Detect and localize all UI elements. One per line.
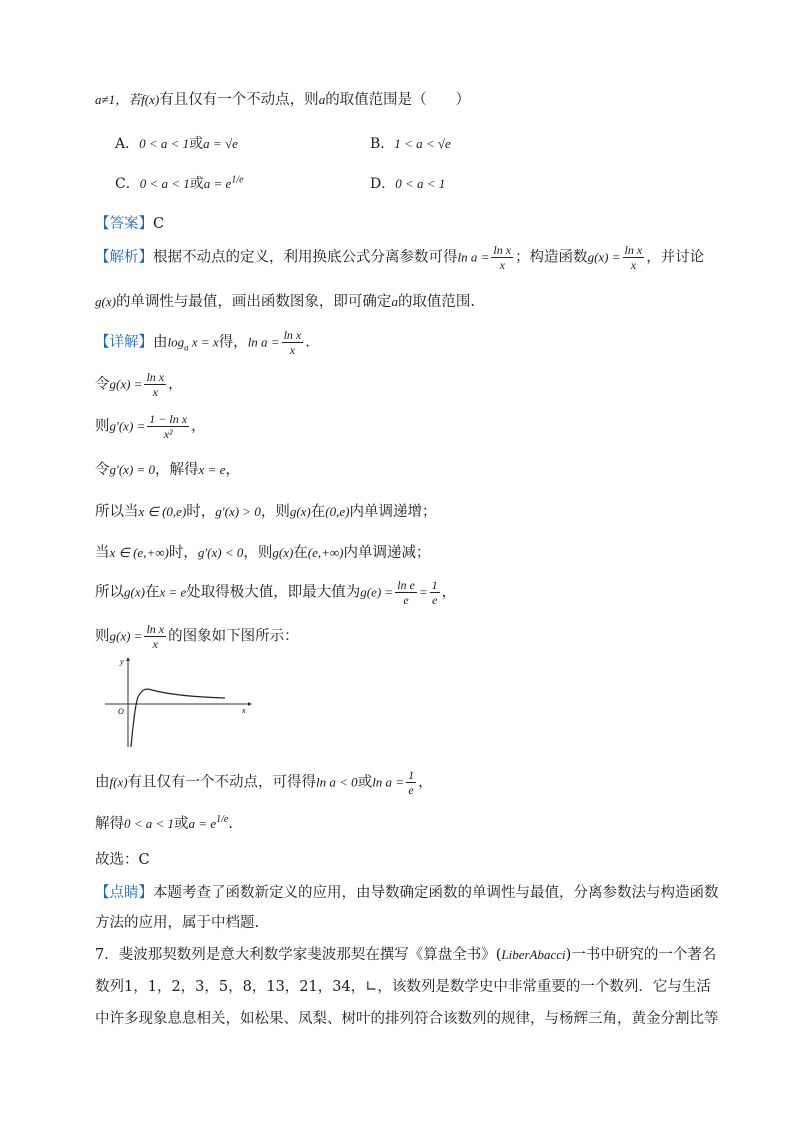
option-b: [370, 133, 451, 153]
detail-text: 得，: [218, 334, 248, 351]
detail-text: 处取得极大值，即最大值为: [186, 584, 361, 601]
detail-text: 由: [95, 774, 110, 791]
frac-numerator: ln x: [283, 328, 302, 342]
function-graph: [100, 655, 255, 750]
detail-text: 则: [95, 418, 110, 435]
analysis-eq2: g(x) =: [587, 249, 621, 265]
detail-eq: 0 < a < 1: [124, 816, 175, 831]
detail-line-11: [95, 848, 150, 869]
detail-text: 在: [310, 504, 326, 520]
detail-punct: .: [228, 816, 233, 832]
analysis-frac-2: [623, 243, 645, 272]
detail-eq: g′(x) =: [109, 418, 146, 434]
detail-eq: g(x): [289, 504, 311, 519]
detail-eq: x = x: [188, 334, 219, 350]
option-d: [370, 173, 445, 193]
detail-text: 由: [153, 334, 168, 351]
x-axis-label: x: [242, 706, 246, 715]
q7-text-3: 中许多现象息息相关，如松果、凤梨、树叶的排列符合该数列的规律，与杨辉三角，黄金分割比等: [95, 1011, 719, 1027]
q7-text-1b: )一书中研究的一个著名: [565, 947, 717, 963]
detail-eq: g(x): [124, 584, 145, 600]
stem-a: a: [318, 92, 326, 107]
frac-numerator: ln e: [397, 578, 415, 592]
frac-denominator: e: [403, 593, 409, 607]
frac-denominator: x: [499, 258, 505, 272]
detail-text: 令: [95, 462, 110, 478]
q7-book-title: LiberAbacci: [501, 947, 566, 962]
stem-condition: a≠1，若: [95, 92, 142, 107]
x-axis-arrow-icon: [248, 702, 252, 706]
option-a-or: 或: [189, 136, 204, 152]
detail-text: ，则: [243, 545, 273, 561]
detail-eq: a = e: [188, 816, 217, 831]
detail-eq: (0,e): [325, 504, 350, 519]
frac-numerator: ln x: [146, 370, 165, 384]
detail-punct: ，: [191, 418, 206, 435]
analysis-gx: g(x): [95, 294, 116, 309]
detail-line-4: [95, 458, 240, 479]
detail-line-6: [95, 541, 431, 562]
option-b-range: 1 < a < √e: [394, 136, 451, 151]
detail-eq: f(x): [109, 774, 128, 790]
analysis-line-1: [95, 243, 704, 272]
analysis-a: a: [391, 294, 398, 309]
detail-punct: ，: [225, 462, 240, 478]
detail-text: 或: [357, 774, 373, 791]
detail-eq: g′(x) < 0: [197, 545, 244, 560]
analysis-text-3: ，并讨论: [646, 249, 705, 266]
detail-eq: ln a < 0: [316, 774, 358, 790]
detail-line-8: [95, 622, 299, 651]
detail-eq: g′(x) = 0: [109, 462, 156, 477]
analysis-text: 根据不动点的定义，利用换底公式分离参数可得: [153, 249, 458, 266]
option-d-range: 0 < a < 1: [395, 176, 446, 191]
detail-text: 或: [174, 816, 189, 832]
detail-eq: x = e: [159, 584, 187, 600]
detail-text: 则: [95, 628, 110, 645]
detail-frac: [395, 578, 417, 607]
detail-punct: ，: [441, 584, 457, 601]
detail-line-9: [95, 768, 433, 797]
y-axis-arrow-icon: [126, 657, 130, 661]
stem-text: 有且仅有一个不动点，则: [159, 92, 319, 108]
q7-line-1: [95, 943, 716, 964]
stem-fx: f(x): [141, 92, 160, 107]
detail-eq: g(x) =: [109, 376, 143, 392]
analysis-tag: 【解析】: [95, 249, 153, 266]
stem-text-end: 的取值范围是（ ）: [325, 92, 471, 108]
analysis-text-2: ；构造函数: [515, 249, 588, 266]
detail-eq: x ∈ (e,+∞): [109, 545, 169, 560]
analysis-text-5: 的取值范围.: [397, 294, 476, 310]
detail-text: 内单调递增；: [349, 504, 437, 520]
detail-text: 的图象如下图所示：: [168, 628, 299, 645]
frac-denominator: e: [431, 593, 438, 607]
detail-punct: ，: [168, 376, 183, 393]
analysis-line-2: [95, 290, 475, 311]
analysis-text-4: 的单调性与最值，画出函数图象，即可确定: [115, 294, 392, 310]
detail-frac: [147, 412, 189, 441]
option-a-value: a = √e: [203, 136, 238, 151]
detail-exponent: 1/e: [216, 814, 229, 826]
frac-numerator: 1 − ln x: [149, 412, 188, 426]
option-c-value: a = e: [203, 176, 232, 191]
comment-text-2: 方法的应用，属于中档题.: [95, 915, 260, 931]
q7-text-1a: 7．斐波那契数列是意大利数学家斐波那契在撰写《算盘全书》(: [95, 947, 502, 963]
detail-eq: g(e) =: [360, 584, 394, 600]
comment-line-2: [95, 911, 259, 932]
detail-eq: ln a =: [247, 334, 280, 350]
detail-conclusion: 故选：C: [95, 852, 150, 868]
detail-eq: (e,+∞): [307, 545, 344, 560]
frac-numerator: ln x: [493, 243, 512, 257]
detail-frac: [144, 622, 166, 651]
option-c-exponent: 1/e: [231, 174, 244, 186]
detail-log-base: a: [184, 342, 189, 353]
option-a-label: A．: [115, 136, 140, 152]
option-c: [115, 173, 244, 193]
option-b-label: B．: [370, 136, 395, 152]
detail-frac: [144, 370, 166, 399]
detail-line-7: [95, 578, 456, 607]
answer-value: C: [153, 216, 165, 232]
answer-line: [95, 212, 164, 233]
detail-eq: ln a =: [372, 774, 405, 790]
origin-label: O: [118, 707, 124, 716]
detail-text: 所以当: [95, 504, 139, 520]
option-c-label: C．: [115, 176, 140, 192]
detail-line-10: [95, 812, 233, 833]
frac-denominator: x: [630, 258, 637, 272]
frac-numerator: 1: [431, 578, 438, 592]
option-c-range: 0 < a < 1: [139, 176, 190, 191]
frac-numerator: ln x: [624, 243, 643, 257]
frac-denominator: x: [152, 637, 158, 651]
detail-eq: x = e: [198, 462, 226, 477]
detail-text: 在: [144, 584, 160, 601]
detail-frac: [406, 768, 416, 797]
detail-text: 有且仅有一个不动点，可得得: [127, 774, 317, 791]
y-axis-label: y: [120, 657, 124, 666]
detail-eq: g(x) =: [109, 628, 143, 644]
option-a-range: 0 < a < 1: [139, 136, 190, 151]
detail-line-2: [95, 370, 183, 399]
frac-denominator: x: [289, 343, 296, 357]
curve-gx: [131, 689, 225, 747]
q7-line-2: [95, 975, 711, 996]
frac-denominator: x: [152, 385, 158, 399]
answer-tag: 【答案】: [95, 216, 153, 232]
option-c-or: 或: [189, 176, 204, 192]
detail-text: ，解得: [155, 462, 199, 478]
comment-line-1: [95, 881, 719, 902]
detail-eq: g(x): [272, 545, 294, 560]
detail-eq: =: [418, 584, 428, 600]
q7-line-3: [95, 1007, 719, 1028]
frac-denominator: e: [408, 783, 414, 797]
detail-text: 内单调递减；: [343, 545, 431, 561]
option-d-label: D．: [370, 176, 396, 192]
q7-text-2: 数列1，1，2，3，5，8，13，21，34，∟，该数列是数学史中非常重要的一个数列．它与生活: [95, 979, 711, 995]
frac-numerator: 1: [408, 768, 415, 782]
comment-text-1: 本题考查了函数新定义的应用，由导数确定函数的单调性与最值，分离参数法与构造函数: [153, 885, 719, 901]
detail-line-5: [95, 500, 436, 521]
detail-text: 令: [95, 376, 110, 393]
detail-frac: [282, 328, 304, 357]
detail-text: 解得: [95, 816, 124, 832]
detail-text: 时，: [168, 545, 198, 561]
detail-eq: x ∈ (0,e): [138, 504, 187, 519]
detail-text: 当: [95, 545, 110, 561]
detail-text: 时，: [186, 504, 216, 520]
detail-frac: [430, 578, 440, 607]
comment-tag: 【点睛】: [95, 885, 153, 901]
detail-line-1: [95, 328, 310, 357]
detail-tag: 【详解】: [95, 334, 153, 351]
analysis-frac-1: [491, 243, 513, 272]
detail-punct: ，: [418, 774, 433, 791]
detail-text: 在: [293, 545, 308, 561]
analysis-eq1: ln a =: [457, 249, 490, 265]
question-stem: [95, 88, 470, 109]
option-a: [115, 133, 238, 153]
detail-line-3: [95, 412, 206, 441]
detail-text: ，则: [260, 504, 290, 520]
detail-log: log: [167, 334, 185, 350]
detail-eq: g′(x) > 0: [215, 504, 261, 519]
frac-numerator: ln x: [146, 622, 165, 636]
frac-denominator: x²: [163, 427, 173, 441]
detail-text: 所以: [95, 584, 124, 601]
detail-punct: .: [305, 334, 310, 351]
